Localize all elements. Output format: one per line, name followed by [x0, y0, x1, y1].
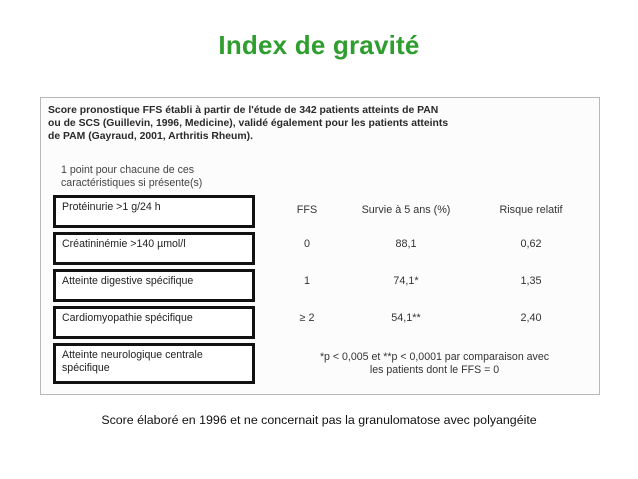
cell-survival: 74,1*	[393, 275, 419, 287]
header-ffs: FFS	[296, 204, 318, 216]
cell-relative-risk: 2,40	[520, 312, 542, 324]
criterion-creatinine: Créatininémie >140 µmol/l	[53, 232, 255, 265]
cell-relative-risk: 0,62	[520, 238, 542, 250]
footnote	[277, 351, 592, 377]
criterion-proteinuria: Protéinurie >1 g/24 h	[53, 195, 255, 228]
cell-relative-risk: 1,35	[520, 275, 542, 287]
header-relative-risk: Risque relatif	[499, 204, 563, 216]
criterion-digestive: Atteinte digestive spécifique	[53, 269, 255, 302]
criterion-cardiomyopathy: Cardiomyopathie spécifique	[53, 306, 255, 339]
cell-survival: 54,1**	[391, 312, 421, 324]
cell-survival: 88,1	[395, 238, 417, 250]
intro-line: ou de SCS (Guillevin, 1996, Medicine), validé également pour les patients atteints	[48, 118, 449, 129]
header-survival: Survie à 5 ans (%)	[361, 204, 451, 216]
cell-ffs: ≥ 2	[299, 312, 315, 324]
note-line: 1 point pour chacune de ces	[61, 164, 195, 176]
cell-ffs: 0	[303, 238, 310, 250]
points-note	[61, 164, 202, 190]
criterion-neurologic: Atteinte neurologique centrale spécifique	[53, 343, 255, 384]
intro-line: de PAM (Gayraud, 2001, Arthritis Rheum).	[48, 131, 253, 142]
slide-title: Index de gravité	[218, 30, 420, 60]
intro-text	[48, 104, 593, 143]
footnote-line: *p < 0,005 et **p < 0,0001 par comparaison avec	[319, 351, 550, 363]
cell-ffs: 1	[303, 275, 310, 287]
intro-line: Score pronostique FFS établi à partir de l'étude de 342 patients atteints de PAN	[48, 105, 439, 116]
footnote-line: les patients dont le FFS = 0	[369, 364, 500, 376]
note-line: caractéristiques si présente(s)	[61, 177, 203, 189]
ffs-score-panel	[40, 97, 600, 395]
slide-caption: Score élaboré en 1996 et ne concernait pas la granulomatose avec polyangéite	[101, 413, 537, 427]
